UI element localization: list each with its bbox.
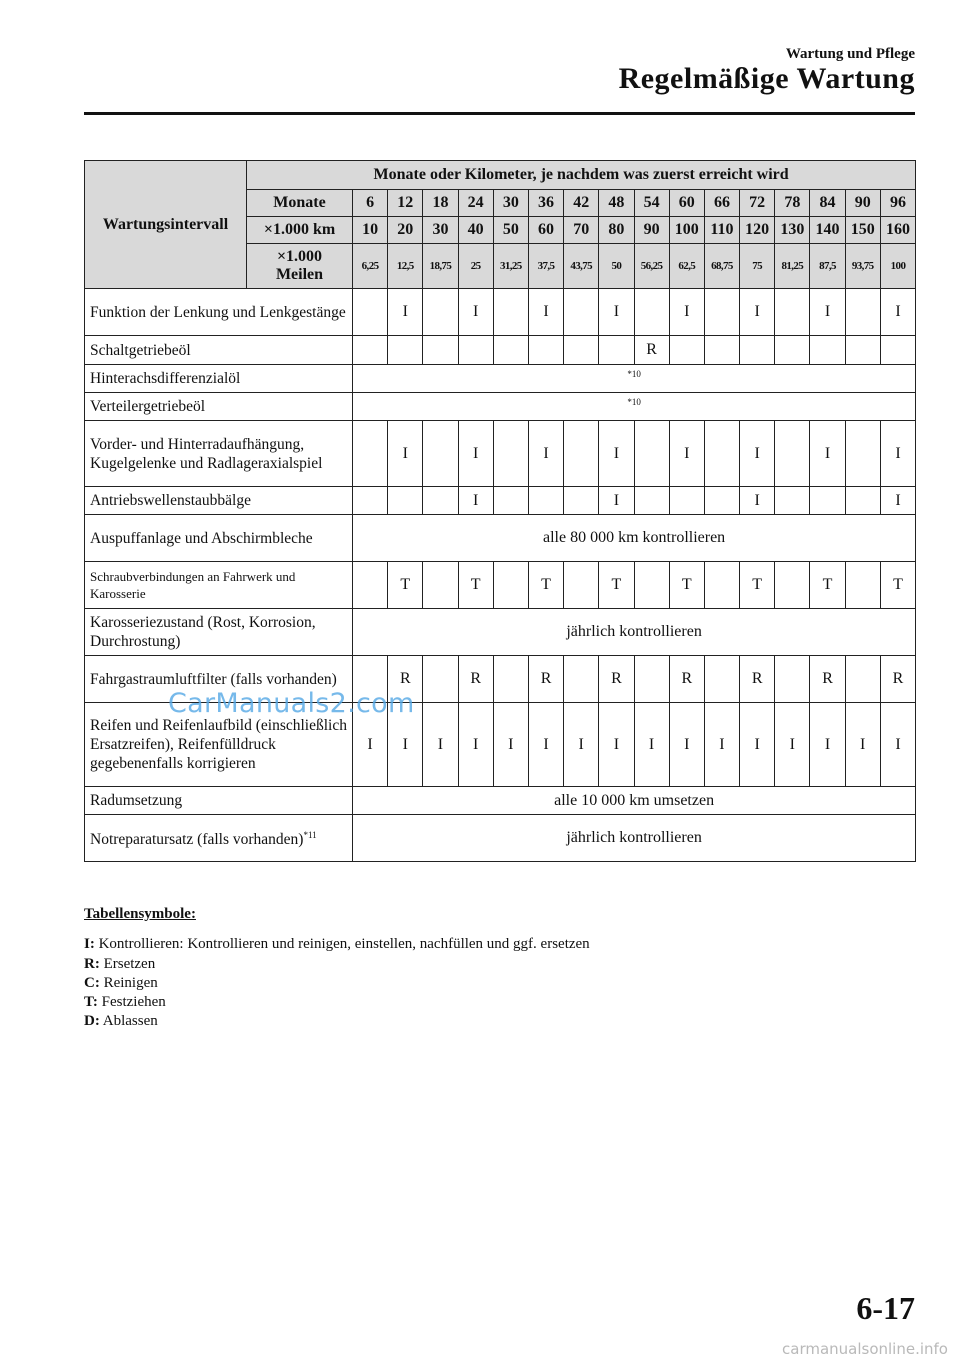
table-cell	[740, 336, 775, 365]
table-cell: I	[599, 421, 634, 487]
row-label	[85, 365, 353, 393]
table-cell	[493, 289, 528, 336]
miles-value: 12,5	[388, 244, 423, 289]
legend	[84, 905, 590, 1032]
legend-item	[84, 1012, 590, 1031]
miles-value: 93,75	[845, 244, 880, 289]
months-value: 24	[458, 190, 493, 217]
row-label-text: Reifen und Reifenlaufbild (einschließlich Ersatzreifen), Reifenfülldruck gegebenenfalls korrigieren	[90, 717, 347, 772]
miles-value: 25	[458, 244, 493, 289]
miles-label-line1: ×1.000	[276, 248, 323, 265]
miles-value: 6,25	[353, 244, 388, 289]
table-cell	[845, 487, 880, 515]
legend-item	[84, 993, 590, 1012]
table-cell: I	[880, 421, 915, 487]
table-cell	[423, 421, 458, 487]
table-cell: T	[599, 562, 634, 609]
table-cell	[775, 336, 810, 365]
table-cell	[423, 289, 458, 336]
row-label	[85, 787, 353, 815]
table-cell	[634, 562, 669, 609]
table-row	[85, 515, 916, 562]
footer-watermark: carmanualsonline.info	[782, 1340, 948, 1358]
months-label: Monate	[247, 190, 353, 217]
table-row	[85, 487, 916, 515]
km-value: 140	[810, 217, 845, 244]
table-cell	[775, 289, 810, 336]
table-cell: I	[634, 703, 669, 787]
table-cell	[634, 289, 669, 336]
table-cell	[704, 656, 739, 703]
table-cell	[810, 487, 845, 515]
table-cell	[353, 336, 388, 365]
table-cell: R	[669, 656, 704, 703]
table-cell: I	[810, 703, 845, 787]
table-cell	[423, 656, 458, 703]
table-cell	[845, 336, 880, 365]
km-label: ×1.000 km	[247, 217, 353, 244]
months-value: 54	[634, 190, 669, 217]
table-cell: T	[880, 562, 915, 609]
table-cell	[775, 562, 810, 609]
miles-value: 62,5	[669, 244, 704, 289]
table-cell: I	[388, 421, 423, 487]
row-label-text: Radumsetzung	[90, 792, 183, 809]
table-cell: I	[458, 421, 493, 487]
legend-text: Festziehen	[101, 994, 166, 1011]
table-cell: R	[810, 656, 845, 703]
table-cell	[704, 487, 739, 515]
table-cell: I	[458, 703, 493, 787]
page-number: 6-17	[856, 1290, 915, 1326]
table-cell	[775, 487, 810, 515]
months-value: 90	[845, 190, 880, 217]
row-label	[85, 609, 353, 656]
row-label-text: Karosseriezustand (Rost, Korrosion, Durchrostung)	[90, 614, 316, 650]
table-cell: I	[740, 487, 775, 515]
table-cell	[528, 336, 563, 365]
miles-value: 100	[880, 244, 915, 289]
table-cell	[353, 487, 388, 515]
months-value: 6	[353, 190, 388, 217]
km-value: 120	[740, 217, 775, 244]
table-cell	[388, 336, 423, 365]
legend-text: Ablassen	[102, 1013, 158, 1030]
table-cell: I	[669, 703, 704, 787]
interval-top-heading: Monate oder Kilometer, je nachdem was zuerst erreicht wird	[247, 161, 916, 190]
table-cell	[388, 487, 423, 515]
table-cell: I	[704, 703, 739, 787]
miles-value: 37,5	[528, 244, 563, 289]
table-cell	[458, 336, 493, 365]
row-label-text: Fahrgastraumluftfilter (falls vorhanden)	[90, 670, 337, 688]
km-value: 30	[423, 217, 458, 244]
months-value: 12	[388, 190, 423, 217]
table-cell: I	[880, 289, 915, 336]
legend-item	[84, 974, 590, 993]
miles-value: 18,75	[423, 244, 458, 289]
table-cell	[353, 289, 388, 336]
table-row	[85, 289, 916, 336]
table-cell	[564, 656, 599, 703]
km-value: 70	[564, 217, 599, 244]
table-cell	[493, 562, 528, 609]
legend-key: I:	[84, 936, 95, 953]
legend-title: Tabellensymbole:	[84, 906, 196, 922]
table-cell	[564, 421, 599, 487]
table-cell	[634, 421, 669, 487]
months-value: 72	[740, 190, 775, 217]
table-cell: I	[599, 289, 634, 336]
table-cell	[845, 562, 880, 609]
table-cell: I	[845, 703, 880, 787]
table-cell	[528, 487, 563, 515]
table-cell: I	[880, 487, 915, 515]
table-cell: I	[740, 289, 775, 336]
section-title: Wartung und Pflege	[785, 46, 915, 62]
months-value: 42	[564, 190, 599, 217]
table-cell	[775, 421, 810, 487]
table-row	[85, 562, 916, 609]
table-row	[85, 815, 916, 862]
legend-key: C:	[84, 974, 100, 991]
table-cell	[669, 487, 704, 515]
table-cell: T	[458, 562, 493, 609]
footnote-ref: *11	[303, 830, 317, 841]
table-cell	[845, 289, 880, 336]
row-label-text: Antriebswellenstaubbälge	[90, 492, 251, 509]
table-cell: R	[880, 656, 915, 703]
row-label	[85, 421, 353, 487]
row-label	[85, 815, 353, 862]
months-value: 84	[810, 190, 845, 217]
table-row	[85, 336, 916, 365]
table-cell: R	[634, 336, 669, 365]
table-cell	[353, 562, 388, 609]
km-value: 100	[669, 217, 704, 244]
watermark-carmanuals: CarManuals2.com	[168, 688, 415, 719]
table-cell: I	[740, 421, 775, 487]
table-cell	[493, 336, 528, 365]
months-value: 66	[704, 190, 739, 217]
legend-item	[84, 955, 590, 974]
km-value: 160	[880, 217, 915, 244]
table-cell: I	[740, 703, 775, 787]
table-cell: T	[810, 562, 845, 609]
table-cell: I	[599, 703, 634, 787]
table-cell: I	[388, 289, 423, 336]
table-row	[85, 421, 916, 487]
km-value: 90	[634, 217, 669, 244]
table-cell	[493, 487, 528, 515]
legend-text: Ersetzen	[103, 955, 156, 972]
months-value: 48	[599, 190, 634, 217]
table-cell: T	[388, 562, 423, 609]
table-cell	[845, 656, 880, 703]
table-cell	[353, 421, 388, 487]
table-cell	[423, 336, 458, 365]
legend-key: D:	[84, 1013, 100, 1030]
interval-note: alle 80 000 km kontrollieren	[353, 515, 916, 562]
km-value: 20	[388, 217, 423, 244]
table-cell: I	[669, 289, 704, 336]
table-cell	[775, 656, 810, 703]
row-label-text: Hinterachsdifferenzialöl	[90, 370, 241, 387]
table-cell	[669, 336, 704, 365]
table-cell: I	[458, 487, 493, 515]
table-cell: T	[528, 562, 563, 609]
miles-value: 68,75	[704, 244, 739, 289]
table-cell: I	[669, 421, 704, 487]
interval-header: Wartungsintervall	[85, 161, 247, 289]
table-cell	[423, 562, 458, 609]
row-label	[85, 487, 353, 515]
km-value: 110	[704, 217, 739, 244]
row-label	[85, 336, 353, 365]
table-cell: I	[775, 703, 810, 787]
months-value: 96	[880, 190, 915, 217]
legend-key: T:	[84, 994, 98, 1011]
row-label-text: Notreparatursatz (falls vorhanden)	[90, 831, 304, 849]
table-cell	[704, 289, 739, 336]
table-cell	[564, 487, 599, 515]
table-cell	[493, 421, 528, 487]
interval-note: jährlich kontrollieren	[353, 815, 916, 862]
table-cell: R	[599, 656, 634, 703]
row-label	[85, 515, 353, 562]
months-value: 60	[669, 190, 704, 217]
table-cell	[634, 487, 669, 515]
months-value: 30	[493, 190, 528, 217]
table-cell	[880, 336, 915, 365]
maintenance-table	[84, 160, 916, 862]
km-value: 80	[599, 217, 634, 244]
table-cell	[845, 421, 880, 487]
row-label-text: Vorder- und Hinterradaufhängung, Kugelgelenke und Radlageraxialspiel	[90, 435, 323, 472]
km-value: 10	[353, 217, 388, 244]
table-cell: I	[564, 703, 599, 787]
table-cell	[564, 289, 599, 336]
miles-label	[247, 244, 353, 289]
legend-item	[84, 935, 590, 954]
page-title: Regelmäßige Wartung	[618, 62, 915, 95]
table-cell: I	[810, 421, 845, 487]
months-value: 78	[775, 190, 810, 217]
table-cell	[423, 487, 458, 515]
table-cell: R	[458, 656, 493, 703]
months-value: 18	[423, 190, 458, 217]
table-cell	[810, 336, 845, 365]
table-cell: I	[528, 703, 563, 787]
interval-note: jährlich kontrollieren	[353, 609, 916, 656]
miles-value: 56,25	[634, 244, 669, 289]
table-cell: R	[740, 656, 775, 703]
table-row	[85, 393, 916, 421]
footnote-ref: *10	[353, 365, 916, 393]
table-cell: T	[669, 562, 704, 609]
table-cell	[634, 656, 669, 703]
miles-value: 50	[599, 244, 634, 289]
table-cell: I	[353, 703, 388, 787]
miles-value: 43,75	[564, 244, 599, 289]
header-divider	[84, 112, 915, 115]
legend-text: Kontrollieren: Kontrollieren und reinigen, einstellen, nachfüllen und ggf. ersetzen	[98, 936, 590, 953]
interval-note: alle 10 000 km umsetzen	[353, 787, 916, 815]
table-cell: I	[599, 487, 634, 515]
miles-value: 75	[740, 244, 775, 289]
km-value: 130	[775, 217, 810, 244]
row-label	[85, 393, 353, 421]
table-cell: T	[740, 562, 775, 609]
miles-value: 81,25	[775, 244, 810, 289]
table-cell: I	[810, 289, 845, 336]
row-label-text: Funktion der Lenkung und Lenkgestänge	[90, 303, 346, 321]
row-label	[85, 562, 353, 609]
table-cell: I	[423, 703, 458, 787]
row-label-text: Schraubverbindungen an Fahrwerk und Karosserie	[90, 569, 296, 601]
miles-value: 31,25	[493, 244, 528, 289]
table-cell: R	[388, 656, 423, 703]
row-label	[85, 289, 353, 336]
table-cell	[704, 421, 739, 487]
table-cell: I	[528, 289, 563, 336]
row-label-text: Verteilergetriebeöl	[90, 398, 206, 415]
table-cell	[599, 336, 634, 365]
months-value: 36	[528, 190, 563, 217]
legend-text: Reinigen	[103, 974, 158, 991]
miles-label-line2: Meilen	[275, 266, 324, 283]
row-label-text: Auspuffanlage und Abschirmbleche	[90, 529, 313, 547]
footnote-ref: *10	[353, 393, 916, 421]
table-cell: I	[458, 289, 493, 336]
table-cell: I	[493, 703, 528, 787]
miles-value: 87,5	[810, 244, 845, 289]
table-cell	[564, 336, 599, 365]
table-cell: I	[388, 703, 423, 787]
table-cell	[564, 562, 599, 609]
table-cell	[493, 656, 528, 703]
km-value: 60	[528, 217, 563, 244]
table-row	[85, 609, 916, 656]
km-value: 40	[458, 217, 493, 244]
table-cell: I	[528, 421, 563, 487]
legend-key: R:	[84, 955, 100, 972]
table-row	[85, 787, 916, 815]
km-value: 150	[845, 217, 880, 244]
table-cell: I	[880, 703, 915, 787]
row-label-text: Schaltgetriebeöl	[90, 341, 191, 359]
table-cell	[704, 336, 739, 365]
table-cell: R	[528, 656, 563, 703]
table-cell	[704, 562, 739, 609]
km-value: 50	[493, 217, 528, 244]
table-row	[85, 365, 916, 393]
